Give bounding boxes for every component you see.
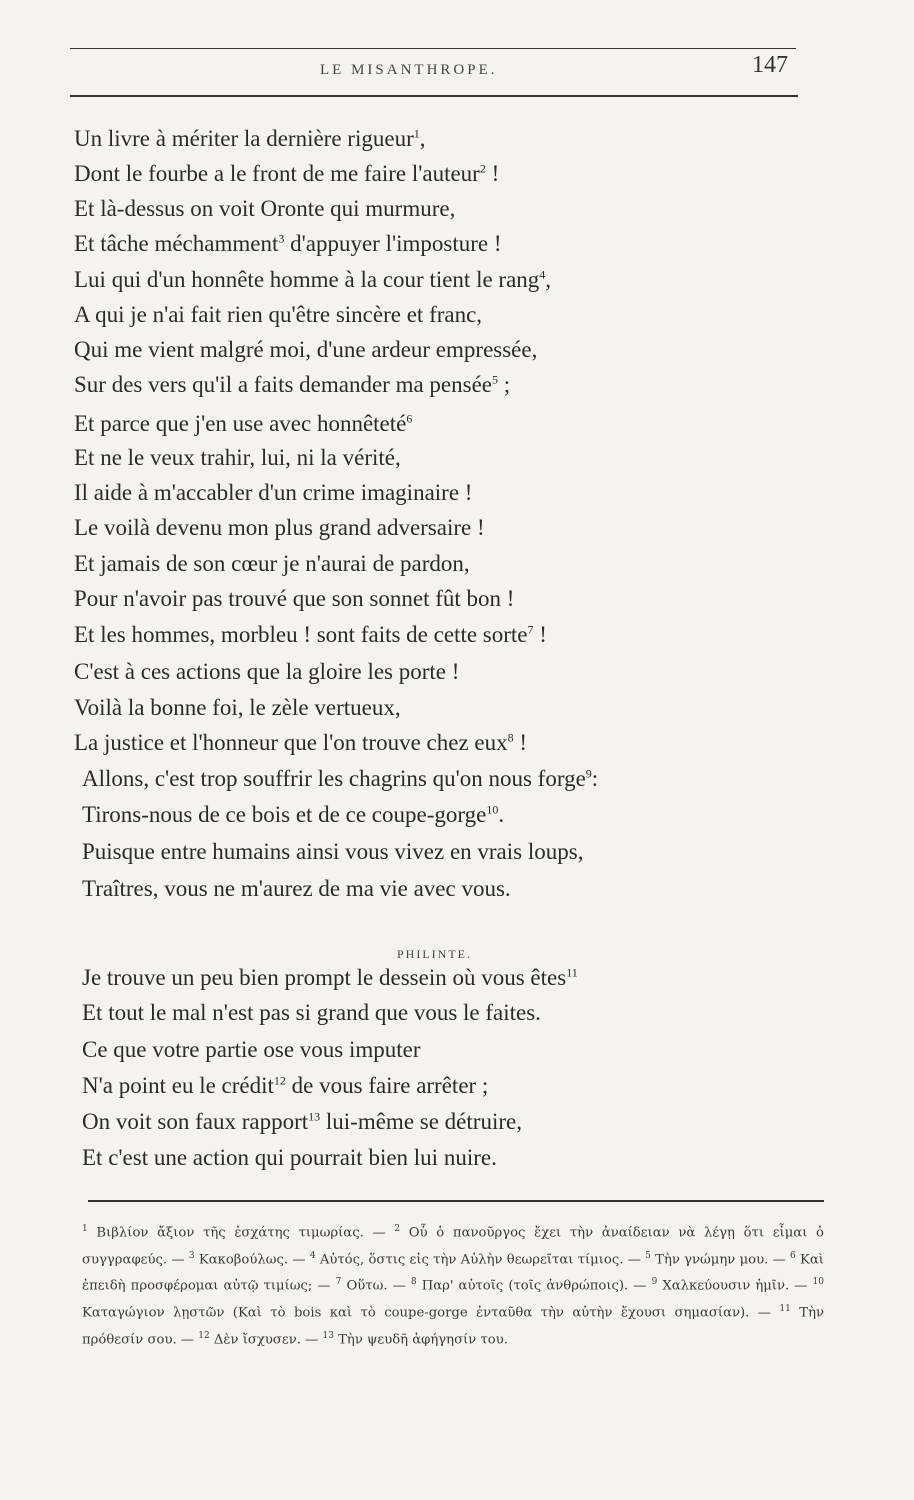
footnote-marker: 10: [486, 802, 499, 817]
footnote-number: 12: [198, 1330, 210, 1341]
footnote-marker: 6: [406, 411, 413, 426]
verse-text: Le voilà devenu mon plus grand adversaire !: [74, 515, 485, 540]
footnotes: [82, 1218, 824, 1351]
footnote-marker: 3: [278, 231, 285, 246]
verse-line: [82, 1037, 421, 1063]
footnote-number: 7: [335, 1277, 342, 1288]
verse-line: [74, 480, 472, 506]
verse-line: [82, 965, 578, 991]
verse-text-tail: ,: [545, 267, 552, 292]
verse-line: [74, 267, 551, 293]
verse-text: Voilà la bonne foi, le zèle vertueux,: [74, 695, 401, 720]
verse-line: [82, 766, 598, 792]
verse-line: [74, 372, 510, 398]
verse-text: Sur des vers qu'il a faits demander ma pensée: [74, 372, 493, 397]
footnote-number: 9: [651, 1277, 658, 1288]
verse-line: [74, 302, 482, 328]
footnote-text: Χαλκεύουσιν ἡμῖν. —: [657, 1278, 813, 1294]
header-bottom-rule: [70, 95, 798, 97]
verse-text-tail: ;: [498, 372, 511, 397]
footnote-marker: 9: [585, 766, 592, 781]
footnote-rule: [88, 1200, 824, 1202]
verse-line: [74, 586, 514, 612]
footnote-marker: 4: [539, 267, 546, 282]
footnote-marker: 13: [308, 1109, 321, 1124]
footnote-text: Αὐτός, ὅστις εἰς τὴν Αὐλὴν θεωρεῖται τίμιος. —: [315, 1252, 646, 1268]
verse-line: [74, 622, 547, 648]
verse-text: Dont le fourbe a le front de me faire l'auteur: [74, 161, 480, 186]
verse-line: [74, 730, 527, 756]
footnote-text: Καὶ ἐπειδὴ προσφέρομαι αὐτῷ τιμίως; —: [82, 1252, 824, 1294]
verse-line: [82, 1109, 522, 1135]
verse-line: [74, 161, 499, 187]
verse-text-tail: d'appuyer l'imposture !: [284, 231, 502, 256]
footnote-marker: 2: [479, 161, 486, 176]
verse-line: [74, 695, 401, 721]
verse-line: [82, 1000, 541, 1026]
footnote-number: 4: [309, 1250, 316, 1261]
footnote-text: Καταγώγιον λῃστῶν (Καὶ τὸ bois καὶ τὸ coupe-gorge ἐνταῦθα τὴν αὐτὴν ἔχουσι σημασίαν). —: [82, 1305, 780, 1321]
verse-text-tail: ,: [419, 126, 426, 151]
verse-line: [74, 411, 412, 437]
verse-text: N'a point eu le crédit: [82, 1073, 274, 1098]
verse-text: La justice et l'honneur que l'on trouve chez eux: [74, 730, 508, 755]
footnote-number: 1: [82, 1224, 88, 1234]
footnote-marker: 1: [413, 126, 420, 141]
verse-line: [82, 876, 511, 902]
verse-text: Pour n'avoir pas trouvé que son sonnet fût bon !: [74, 586, 515, 611]
verse-text: Un livre à mériter la dernière rigueur: [74, 126, 414, 151]
footnote-number: 5: [645, 1250, 651, 1261]
verse-text: On voit son faux rapport: [82, 1109, 309, 1134]
footnote-number: 10: [812, 1277, 824, 1288]
verse-text: Ce que votre partie ose vous imputer: [82, 1037, 421, 1062]
verse-text: Et tout le mal n'est pas si grand que vous le faites.: [82, 1000, 541, 1025]
verse-text: A qui je n'ai fait rien qu'être sincère et franc,: [74, 302, 483, 327]
verse-text-tail: !: [513, 730, 528, 755]
verse-text: Je trouve un peu bien prompt le dessein où vous êtes: [82, 965, 567, 990]
page-number: 147: [752, 52, 788, 78]
footnote-text: Κακοβούλως. —: [194, 1252, 310, 1268]
footnote-number: 2: [394, 1224, 401, 1234]
verse-text-tail: .: [498, 802, 505, 827]
speaker-name: PHILINTE.: [397, 947, 472, 961]
footnote-number: 6: [790, 1250, 796, 1261]
verse-text: Et tâche méchamment: [74, 231, 279, 256]
verse-text: Traîtres, vous ne m'aurez de ma vie avec vous.: [82, 876, 511, 901]
footnote-marker: 12: [273, 1073, 286, 1088]
verse-line: [74, 196, 455, 222]
footnote-text: Οὗ ὁ πανοῦργος ἔχει τὴν ἀναίδειαν νὰ λέγῃ ὅτι εἶμαι ὁ συγγραφεύς. —: [82, 1225, 824, 1268]
verse-text: Et là-dessus on voit Oronte qui murmure,: [74, 196, 456, 221]
verse-line: [82, 839, 583, 865]
verse-text: Tirons-nous de ce bois et de ce coupe-gorge: [82, 802, 487, 827]
footnote-marker: 5: [492, 372, 499, 387]
verse-text: Qui me vient malgré moi, d'une ardeur empressée,: [74, 337, 538, 362]
verse-line: [82, 1145, 497, 1171]
footnote-marker: 8: [507, 730, 514, 745]
footnote-text: Τὴν γνώμην μου. —: [650, 1252, 791, 1268]
footnote-marker: 11: [566, 965, 578, 980]
verse-text: Et les hommes, morbleu ! sont faits de cette sorte: [74, 622, 528, 647]
footnote-marker: 7: [527, 622, 534, 637]
verse-text: Et parce que j'en use avec honnêteté: [74, 411, 407, 436]
verse-line: [74, 551, 470, 577]
verse-line: [74, 231, 502, 257]
running-head: LE MISANTHROPE.: [320, 62, 498, 78]
header-top-rule: [70, 48, 796, 49]
verse-text: Et c'est une action qui pourrait bien lui nuire.: [82, 1145, 497, 1170]
footnote-number: 8: [410, 1277, 417, 1288]
verse-line: [82, 802, 504, 828]
verse-text: Lui qui d'un honnête homme à la cour tient le rang: [74, 267, 540, 292]
verse-line: [74, 659, 459, 685]
verse-text-tail: lui-même se détruire,: [320, 1109, 522, 1134]
verse-text-tail: :: [591, 766, 599, 791]
verse-text-tail: !: [533, 622, 547, 647]
verse-text: Il aide à m'accabler d'un crime imaginaire !: [74, 480, 473, 505]
verse-text: C'est à ces actions que la gloire les porte !: [74, 659, 460, 684]
verse-line: [74, 337, 537, 363]
verse-text: Allons, c'est trop souffrir les chagrins qu'on nous forge: [82, 766, 586, 791]
verse-line: [74, 445, 401, 471]
footnote-text: Παρ' αὐτοῖς (τοῖς ἀνθρώποις). —: [416, 1278, 652, 1294]
verse-line: [74, 515, 485, 541]
footnote-text: Τὴν πρόθεσίν σου. —: [82, 1305, 825, 1348]
footnote-text: Τὴν ψευδῆ ἀφήγησίν του.: [333, 1332, 508, 1348]
footnote-text: Οὕτω. —: [341, 1278, 411, 1294]
footnote-number: 3: [188, 1250, 195, 1261]
footnote-number: 11: [779, 1304, 791, 1315]
verse-line: [82, 1073, 488, 1099]
verse-line: [74, 126, 425, 152]
footnote-text: Δὲν ἴσχυσεν. —: [209, 1332, 323, 1348]
verse-text: Puisque entre humains ainsi vous vivez en vrais loups,: [82, 839, 584, 864]
verse-text-tail: !: [485, 161, 500, 186]
verse-text: Et jamais de son cœur je n'aurai de pardon,: [74, 551, 470, 576]
footnote-number: 13: [322, 1330, 334, 1341]
verse-text-tail: de vous faire arrêter ;: [285, 1073, 489, 1098]
footnote-text: Βιβλίον ἄξιον τῆς ἐσχάτης τιμωρίας. —: [87, 1225, 395, 1241]
verse-text: Et ne le veux trahir, lui, ni la vérité,: [74, 445, 401, 470]
